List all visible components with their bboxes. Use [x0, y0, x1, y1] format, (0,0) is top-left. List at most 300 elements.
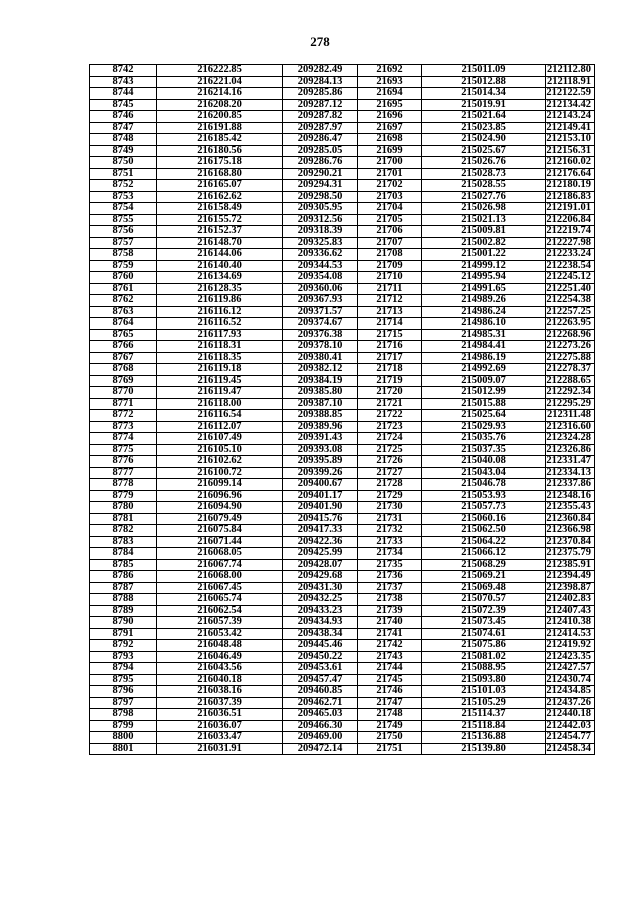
table-cell: 212295.29 — [546, 398, 595, 410]
table-cell: 212245.12 — [546, 272, 595, 284]
table-cell: 215009.81 — [422, 226, 546, 238]
table-cell: 209388.85 — [283, 410, 358, 422]
table-cell: 216033.47 — [157, 732, 283, 744]
table-cell: 8756 — [90, 226, 157, 238]
table-cell: 209282.49 — [283, 65, 358, 77]
table-cell: 209298.50 — [283, 191, 358, 203]
table-cell: 21702 — [358, 180, 422, 192]
table-cell: 216118.00 — [157, 398, 283, 410]
table-cell: 209425.99 — [283, 548, 358, 560]
table-cell: 212233.24 — [546, 249, 595, 261]
table-cell: 209287.82 — [283, 111, 358, 123]
table-row — [90, 272, 595, 284]
table-cell: 21703 — [358, 191, 422, 203]
table-cell: 215015.88 — [422, 398, 546, 410]
table-cell: 215101.03 — [422, 686, 546, 698]
table-row — [90, 352, 595, 364]
table-cell: 21715 — [358, 329, 422, 341]
table-cell: 216046.49 — [157, 651, 283, 663]
table-cell: 21719 — [358, 375, 422, 387]
table-cell: 216102.62 — [157, 456, 283, 468]
table-cell: 216148.70 — [157, 237, 283, 249]
table-cell: 21727 — [358, 467, 422, 479]
table-cell: 8785 — [90, 559, 157, 571]
table-row — [90, 720, 595, 732]
table-cell: 8782 — [90, 525, 157, 537]
table-cell: 209318.39 — [283, 226, 358, 238]
table-cell: 216119.47 — [157, 387, 283, 399]
table-cell: 212186.83 — [546, 191, 595, 203]
table-cell: 215060.16 — [422, 513, 546, 525]
table-row — [90, 444, 595, 456]
table-cell: 216117.93 — [157, 329, 283, 341]
table-cell: 21740 — [358, 617, 422, 629]
table-body — [90, 65, 595, 755]
table-row — [90, 364, 595, 376]
table-cell: 21708 — [358, 249, 422, 261]
table-row — [90, 686, 595, 698]
table-cell: 216067.74 — [157, 559, 283, 571]
table-cell: 214989.26 — [422, 295, 546, 307]
table-cell: 215069.48 — [422, 582, 546, 594]
table-cell: 21718 — [358, 364, 422, 376]
table-cell: 8772 — [90, 410, 157, 422]
table-cell: 8798 — [90, 709, 157, 721]
table-cell: 209460.85 — [283, 686, 358, 698]
table-cell: 216191.88 — [157, 122, 283, 134]
table-cell: 209367.93 — [283, 295, 358, 307]
table-cell: 215105.29 — [422, 697, 546, 709]
table-cell: 8752 — [90, 180, 157, 192]
table-cell: 212278.37 — [546, 364, 595, 376]
table-cell: 8796 — [90, 686, 157, 698]
table-cell: 21746 — [358, 686, 422, 698]
table-cell: 216214.16 — [157, 88, 283, 100]
table-cell: 8786 — [90, 571, 157, 583]
table-cell: 8762 — [90, 295, 157, 307]
table-cell: 21698 — [358, 134, 422, 146]
table-cell: 21731 — [358, 513, 422, 525]
table-cell: 214999.12 — [422, 260, 546, 272]
table-row — [90, 111, 595, 123]
table-cell: 215046.78 — [422, 479, 546, 491]
table-cell: 215069.21 — [422, 571, 546, 583]
table-cell: 21706 — [358, 226, 422, 238]
table-row — [90, 605, 595, 617]
table-cell: 8792 — [90, 640, 157, 652]
table-row — [90, 295, 595, 307]
table-cell: 8788 — [90, 594, 157, 606]
table-cell: 8742 — [90, 65, 157, 77]
table-cell: 216105.10 — [157, 444, 283, 456]
table-cell: 209445.46 — [283, 640, 358, 652]
table-cell: 212263.95 — [546, 318, 595, 330]
table-cell: 212442.03 — [546, 720, 595, 732]
table-cell: 21734 — [358, 548, 422, 560]
table-cell: 216128.35 — [157, 283, 283, 295]
table-cell: 209385.80 — [283, 387, 358, 399]
table-cell: 8748 — [90, 134, 157, 146]
table-cell: 209450.22 — [283, 651, 358, 663]
table-cell: 212454.77 — [546, 732, 595, 744]
table-cell: 212160.02 — [546, 157, 595, 169]
table-cell: 8767 — [90, 352, 157, 364]
table-cell: 214984.41 — [422, 341, 546, 353]
table-row — [90, 674, 595, 686]
table-cell: 21709 — [358, 260, 422, 272]
table-cell: 216158.49 — [157, 203, 283, 215]
table-cell: 21750 — [358, 732, 422, 744]
table-cell: 209284.13 — [283, 76, 358, 88]
table-cell: 209400.67 — [283, 479, 358, 491]
table-cell: 216053.42 — [157, 628, 283, 640]
table-row — [90, 410, 595, 422]
table-cell: 212112.80 — [546, 65, 595, 77]
table-cell: 21732 — [358, 525, 422, 537]
table-cell: 212440.18 — [546, 709, 595, 721]
table-cell: 21723 — [358, 421, 422, 433]
table-cell: 209469.00 — [283, 732, 358, 744]
table-cell: 216079.49 — [157, 513, 283, 525]
table-cell: 209380.41 — [283, 352, 358, 364]
table-cell: 8780 — [90, 502, 157, 514]
table-cell: 216031.91 — [157, 743, 283, 755]
table-cell: 212134.42 — [546, 99, 595, 111]
table-cell: 212149.41 — [546, 122, 595, 134]
table-cell: 216099.14 — [157, 479, 283, 491]
table-row — [90, 479, 595, 491]
table-row — [90, 594, 595, 606]
table-cell: 8783 — [90, 536, 157, 548]
table-cell: 216068.00 — [157, 571, 283, 583]
table-cell: 209294.31 — [283, 180, 358, 192]
table-cell: 209472.14 — [283, 743, 358, 755]
table-row — [90, 237, 595, 249]
table-cell: 209428.07 — [283, 559, 358, 571]
coordinates-table — [89, 64, 595, 755]
table-cell: 21724 — [358, 433, 422, 445]
table-cell: 216180.56 — [157, 145, 283, 157]
table-cell: 215037.35 — [422, 444, 546, 456]
table-cell: 21694 — [358, 88, 422, 100]
table-cell: 21725 — [358, 444, 422, 456]
table-cell: 21737 — [358, 582, 422, 594]
table-row — [90, 502, 595, 514]
table-row — [90, 341, 595, 353]
table-cell: 8781 — [90, 513, 157, 525]
table-row — [90, 99, 595, 111]
table-cell: 21744 — [358, 663, 422, 675]
table-cell: 8759 — [90, 260, 157, 272]
table-cell: 212191.01 — [546, 203, 595, 215]
table-row — [90, 306, 595, 318]
table-cell: 212143.24 — [546, 111, 595, 123]
table-cell: 21739 — [358, 605, 422, 617]
table-cell: 216144.06 — [157, 249, 283, 261]
table-cell: 21695 — [358, 99, 422, 111]
table-cell: 21697 — [358, 122, 422, 134]
table-cell: 8771 — [90, 398, 157, 410]
table-cell: 209360.06 — [283, 283, 358, 295]
table-cell: 8743 — [90, 76, 157, 88]
table-cell: 8747 — [90, 122, 157, 134]
table-cell: 8763 — [90, 306, 157, 318]
table-cell: 21720 — [358, 387, 422, 399]
table-cell: 209387.10 — [283, 398, 358, 410]
table-cell: 212219.74 — [546, 226, 595, 238]
table-cell: 209466.30 — [283, 720, 358, 732]
table-cell: 214986.19 — [422, 352, 546, 364]
table-cell: 215025.64 — [422, 410, 546, 422]
table-cell: 212176.64 — [546, 168, 595, 180]
table-cell: 21743 — [358, 651, 422, 663]
table-row — [90, 628, 595, 640]
table-cell: 8768 — [90, 364, 157, 376]
table-cell: 8794 — [90, 663, 157, 675]
table-cell: 21699 — [358, 145, 422, 157]
table-cell: 209393.08 — [283, 444, 358, 456]
table-cell: 8766 — [90, 341, 157, 353]
table-cell: 216116.54 — [157, 410, 283, 422]
table-cell: 8773 — [90, 421, 157, 433]
table-cell: 212437.26 — [546, 697, 595, 709]
table-cell: 8800 — [90, 732, 157, 744]
table-cell: 209465.03 — [283, 709, 358, 721]
table-cell: 21713 — [358, 306, 422, 318]
table-row — [90, 617, 595, 629]
table-cell: 216162.62 — [157, 191, 283, 203]
table-cell: 215028.55 — [422, 180, 546, 192]
table-cell: 216116.52 — [157, 318, 283, 330]
table-cell: 8779 — [90, 490, 157, 502]
table-row — [90, 203, 595, 215]
table-row — [90, 214, 595, 226]
table-cell: 216062.54 — [157, 605, 283, 617]
table-cell: 212348.16 — [546, 490, 595, 502]
table-cell: 215035.76 — [422, 433, 546, 445]
table-cell: 8799 — [90, 720, 157, 732]
table-row — [90, 283, 595, 295]
table-cell: 21722 — [358, 410, 422, 422]
table-cell: 214986.24 — [422, 306, 546, 318]
table-cell: 209374.67 — [283, 318, 358, 330]
table-cell: 212419.92 — [546, 640, 595, 652]
table-cell: 212326.86 — [546, 444, 595, 456]
table-cell: 8764 — [90, 318, 157, 330]
table-cell: 216068.05 — [157, 548, 283, 560]
table-cell: 21692 — [358, 65, 422, 77]
table-cell: 215053.93 — [422, 490, 546, 502]
table-cell: 215088.95 — [422, 663, 546, 675]
table-cell: 216112.07 — [157, 421, 283, 433]
table-cell: 216208.20 — [157, 99, 283, 111]
table-cell: 8749 — [90, 145, 157, 157]
table-cell: 8770 — [90, 387, 157, 399]
table-cell: 209285.05 — [283, 145, 358, 157]
table-cell: 212257.25 — [546, 306, 595, 318]
table-cell: 215114.37 — [422, 709, 546, 721]
table-cell: 214992.69 — [422, 364, 546, 376]
table-row — [90, 260, 595, 272]
table-cell: 8774 — [90, 433, 157, 445]
table-row — [90, 559, 595, 571]
table-cell: 212292.34 — [546, 387, 595, 399]
table-cell: 216134.69 — [157, 272, 283, 284]
table-row — [90, 318, 595, 330]
table-cell: 216096.96 — [157, 490, 283, 502]
table-cell: 212394.49 — [546, 571, 595, 583]
table-cell: 216168.80 — [157, 168, 283, 180]
table-cell: 8801 — [90, 743, 157, 755]
table-cell: 212434.85 — [546, 686, 595, 698]
table-cell: 216165.07 — [157, 180, 283, 192]
table-cell: 215136.88 — [422, 732, 546, 744]
table-cell: 8753 — [90, 191, 157, 203]
table-cell: 209462.71 — [283, 697, 358, 709]
table-cell: 212337.86 — [546, 479, 595, 491]
table-cell: 209395.89 — [283, 456, 358, 468]
table-cell: 8790 — [90, 617, 157, 629]
table-cell: 209305.95 — [283, 203, 358, 215]
table-cell: 216075.84 — [157, 525, 283, 537]
table-row — [90, 663, 595, 675]
table-cell: 21751 — [358, 743, 422, 755]
table-cell: 215066.12 — [422, 548, 546, 560]
table-cell: 209384.19 — [283, 375, 358, 387]
table-cell: 212180.19 — [546, 180, 595, 192]
table-cell: 8750 — [90, 157, 157, 169]
table-cell: 216038.16 — [157, 686, 283, 698]
table-cell: 212366.98 — [546, 525, 595, 537]
table-cell: 209286.47 — [283, 134, 358, 146]
table-cell: 8787 — [90, 582, 157, 594]
table-cell: 212118.91 — [546, 76, 595, 88]
table-cell: 21707 — [358, 237, 422, 249]
table-row — [90, 421, 595, 433]
table-cell: 215026.98 — [422, 203, 546, 215]
table-cell: 215139.80 — [422, 743, 546, 755]
table-cell: 212268.96 — [546, 329, 595, 341]
table-cell: 216067.45 — [157, 582, 283, 594]
table-cell: 215002.82 — [422, 237, 546, 249]
table-cell: 21738 — [358, 594, 422, 606]
table-cell: 215093.80 — [422, 674, 546, 686]
table-cell: 214991.65 — [422, 283, 546, 295]
table-cell: 215014.34 — [422, 88, 546, 100]
table-cell: 209433.23 — [283, 605, 358, 617]
table-row — [90, 548, 595, 560]
table-cell: 21742 — [358, 640, 422, 652]
table-cell: 8760 — [90, 272, 157, 284]
table-cell: 21712 — [358, 295, 422, 307]
table-cell: 216119.45 — [157, 375, 283, 387]
table-cell: 209325.83 — [283, 237, 358, 249]
table-cell: 209389.96 — [283, 421, 358, 433]
table-cell: 21705 — [358, 214, 422, 226]
table-cell: 21711 — [358, 283, 422, 295]
table-cell: 209312.56 — [283, 214, 358, 226]
table-cell: 216152.37 — [157, 226, 283, 238]
table-cell: 215024.90 — [422, 134, 546, 146]
table-cell: 216036.51 — [157, 709, 283, 721]
table-cell: 215001.22 — [422, 249, 546, 261]
table-cell: 216175.18 — [157, 157, 283, 169]
table-row — [90, 329, 595, 341]
table-cell: 21749 — [358, 720, 422, 732]
table-cell: 212427.57 — [546, 663, 595, 675]
table-cell: 212458.34 — [546, 743, 595, 755]
table-cell: 209371.57 — [283, 306, 358, 318]
table-cell: 216071.44 — [157, 536, 283, 548]
table-cell: 209429.68 — [283, 571, 358, 583]
table-cell: 209354.08 — [283, 272, 358, 284]
table-cell: 8745 — [90, 99, 157, 111]
table-cell: 8776 — [90, 456, 157, 468]
table-row — [90, 375, 595, 387]
table-cell: 212375.79 — [546, 548, 595, 560]
table-cell: 216185.42 — [157, 134, 283, 146]
table-cell: 209432.25 — [283, 594, 358, 606]
table-cell: 8775 — [90, 444, 157, 456]
table-cell: 212156.31 — [546, 145, 595, 157]
table-cell: 21745 — [358, 674, 422, 686]
table-cell: 209431.30 — [283, 582, 358, 594]
table-row — [90, 157, 595, 169]
table-cell: 215073.45 — [422, 617, 546, 629]
table-cell: 216119.86 — [157, 295, 283, 307]
table-cell: 8797 — [90, 697, 157, 709]
table-cell: 209453.61 — [283, 663, 358, 675]
table-cell: 212206.84 — [546, 214, 595, 226]
table-cell: 209344.53 — [283, 260, 358, 272]
table-cell: 209382.12 — [283, 364, 358, 376]
table-cell: 215028.73 — [422, 168, 546, 180]
table-cell: 216037.39 — [157, 697, 283, 709]
table-cell: 215029.93 — [422, 421, 546, 433]
table-cell: 216200.85 — [157, 111, 283, 123]
table-cell: 209399.26 — [283, 467, 358, 479]
table-row — [90, 467, 595, 479]
table-cell: 21735 — [358, 559, 422, 571]
table-cell: 212407.43 — [546, 605, 595, 617]
table-row — [90, 513, 595, 525]
table-row — [90, 732, 595, 744]
table-cell: 215021.64 — [422, 111, 546, 123]
table-row — [90, 122, 595, 134]
table-row — [90, 398, 595, 410]
table-cell: 212153.10 — [546, 134, 595, 146]
table-cell: 212311.48 — [546, 410, 595, 422]
table-cell: 216119.18 — [157, 364, 283, 376]
table-cell: 209336.62 — [283, 249, 358, 261]
table-cell: 21733 — [358, 536, 422, 548]
table-cell: 21714 — [358, 318, 422, 330]
table-cell: 21716 — [358, 341, 422, 353]
table-cell: 215012.88 — [422, 76, 546, 88]
table-cell: 212355.43 — [546, 502, 595, 514]
table-cell: 215021.13 — [422, 214, 546, 226]
table-cell: 21726 — [358, 456, 422, 468]
table-cell: 209417.33 — [283, 525, 358, 537]
table-row — [90, 709, 595, 721]
table-cell: 209434.93 — [283, 617, 358, 629]
table-cell: 212227.98 — [546, 237, 595, 249]
table-cell: 8744 — [90, 88, 157, 100]
table-cell: 215027.76 — [422, 191, 546, 203]
table-cell: 209457.47 — [283, 674, 358, 686]
table-cell: 216057.39 — [157, 617, 283, 629]
table-row — [90, 180, 595, 192]
